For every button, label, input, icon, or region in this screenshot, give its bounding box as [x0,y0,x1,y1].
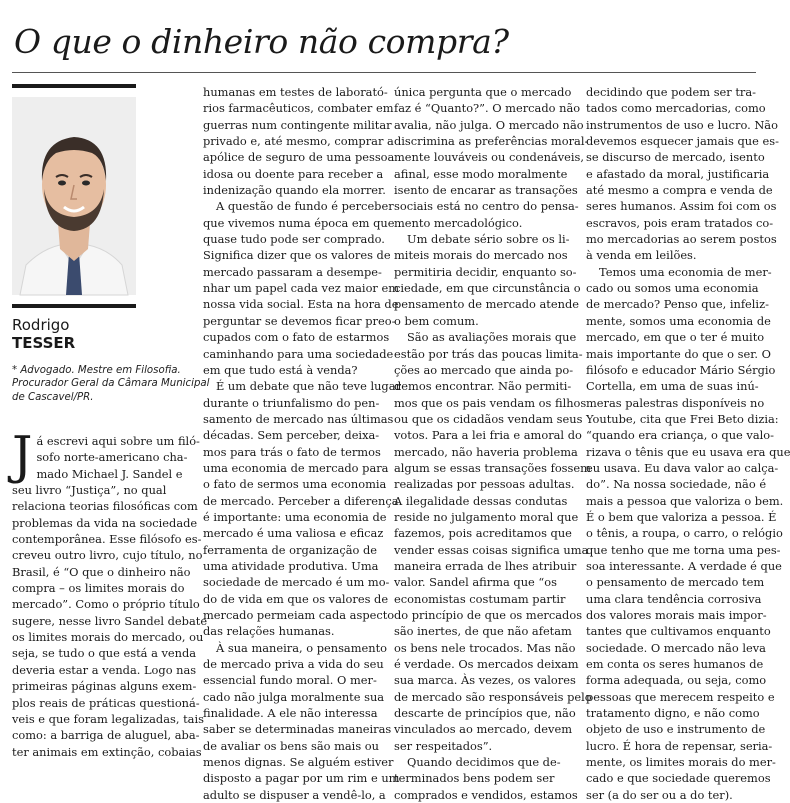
text-line: sociedade. O mercado não leva [586,640,766,655]
text-line: isento de encarar as transações [394,183,578,198]
text-line: durante o triunfalismo do pen- [203,395,380,410]
text-line: mento mercadológico. [394,215,523,230]
text-line: humanas em testes de laborató- [203,85,388,99]
text-line: tratamento digno, e não como [586,706,760,721]
text-line: pensamento de mercado atende [394,297,579,312]
text-line: décadas. Sem perceber, deixa- [203,428,380,443]
text-line: mais a pessoa que valoriza o bem. [586,493,784,508]
text-line: guerras num contingente militar [203,117,392,132]
text-line: primeiras páginas alguns exem- [12,679,197,694]
text-line: economistas costumam partir [394,591,566,606]
text-line: idosa ou doente para receber a [203,166,384,181]
text-line: À sua maneira, o pensamento [216,640,388,655]
text-line: caminhando para uma sociedade [203,346,394,361]
article-column-4 [586,84,790,803]
text-line: de mercado? Penso que, infeliz- [586,297,769,312]
text-line: mercado permeiam cada aspecto [203,608,395,622]
text-line: sofo norte-americano cha- [36,450,188,465]
headline: O que o dinheiro não compra? [14,22,509,61]
text-line: sociais está no centro do pensa- [394,199,579,214]
text-line: realizadas por pessoas adultas. [394,477,575,492]
text-line: de mercado são responsáveis pelo [394,689,592,704]
text-line: deveria estar a venda. Logo nas [12,662,197,677]
text-line: eu usava. Eu dava valor ao calça- [586,460,779,475]
text-line: tados como mercadorias, como [586,101,766,116]
text-line: é importante: uma economia de [203,509,387,524]
text-line: mais importante do que o ser. O [586,346,771,361]
text-line: mente, somos uma economia de [586,313,771,328]
text-line: mercado”. Como o próprio título [12,597,200,612]
text-line: que tenho que me torna uma pes- [586,542,781,557]
text-line: são inertes, de que não afetam [394,624,572,639]
text-line: reside no julgamento moral que [394,509,579,524]
text-line: Significa dizer que os valores de [203,248,391,263]
text-line: privado e, até mesmo, comprar a [203,134,394,149]
text-line: samento de mercado nas últimas [203,411,394,426]
author-top-rule [12,84,136,88]
text-line: ferramenta de organização de [203,542,377,557]
text-line: como: a barriga de aluguel, aba- [12,728,200,743]
text-line: votos. Para a lei fria e amoral do [394,428,582,443]
text-line: uma economia de mercado para [203,460,389,475]
text-line: mercado, não haveria problema [394,444,578,459]
text-line: dos valores morais mais impor- [586,608,767,622]
text-line: forma adequada, ou seja, como [586,673,767,688]
text-line: nhar um papel cada vez maior em [203,281,400,296]
text-line: ou que os cidadãos vendam seus [394,411,583,426]
text-line: vinculados ao mercado, devem [394,722,573,737]
text-line: terminados bens podem ser [394,771,555,786]
text-line: perguntar se devemos ficar preo- [203,313,396,328]
text-line: seu livro “Justiça”, no qual [12,483,167,498]
drop-cap: J [12,427,33,486]
text-line: do princípio de que os mercados [394,608,583,622]
text-line: mercado passaram a desempe- [203,264,382,279]
text-line: compra – os limites morais do [12,581,185,596]
text-line: mos para trás o fato de termos [203,444,381,459]
text-line: valor. Sandel afirma que “os [394,575,557,590]
text-line: plos reais de práticas questioná- [12,695,200,710]
text-line: indenização quando ela morrer. [203,183,386,198]
text-line: Temos uma economia de mer- [599,264,772,279]
author-bio [12,364,210,404]
text-line: de mercado. Perceber a diferença [203,493,399,508]
text-line: mado Michael J. Sandel e [36,466,183,481]
text-line: avalia, não julga. O mercado não [394,117,584,132]
text-line: problemas da vida na sociedade [12,515,198,530]
text-line: É um debate que não teve lugar [216,379,401,394]
text-line: ciedade, em que circunstância o [394,281,581,296]
text-line: faz é “Quanto?”. O mercado não [394,101,581,116]
text-line: adulto se dispuser a vendê-lo, a [203,787,386,802]
text-line: sociedade de mercado é um mo- [203,575,390,590]
text-line: Quando decidimos que de- [407,755,561,770]
text-line: nossa vida social. Esta na hora de [203,297,399,312]
text-line: é verdade. Os mercados deixam [394,657,579,672]
text-line: á escrevi aqui sobre um filó- [36,434,200,448]
text-line: ser respeitados”. [394,738,493,753]
text-line: mos que os pais vendam os filhos [394,395,587,410]
text-line: ções ao mercado que ainda po- [394,362,574,377]
text-line: o bem comum. [394,313,479,328]
text-line: lucro. É hora de repensar, seria- [586,738,773,753]
text-line: em conta os seres humanos de [586,657,764,672]
text-line: maneira errada de lhes atribuir [394,558,577,573]
text-line: filósofo e educador Mário Sérgio [586,362,776,377]
text-line: permitiria decidir, enquanto so- [394,264,577,279]
text-line: os limites morais do mercado, ou [12,630,204,645]
text-line: uma atividade produtiva. Uma [203,558,379,573]
text-line: escravos, pois eram tratados co- [586,215,774,230]
text-line: cado não julga moralmente sua [203,689,385,704]
text-line: pessoas que merecem respeito e [586,689,775,704]
text-line: de mercado priva a vida do seu [203,657,384,672]
text-line: mercado, em que o ter é muito [586,330,765,345]
article-column-2 [203,84,401,803]
text-line: o fato de sermos uma economia [203,477,387,492]
text-line: rios farmacêuticos, combater em [203,101,394,116]
text-line: cupados com o fato de estarmos [203,330,390,345]
headline-divider [12,72,756,73]
author-bottom-rule [12,304,136,308]
text-line: mercado é uma valiosa e eficaz [203,526,384,541]
text-line: do”. Na nossa sociedade, não é [586,477,767,492]
text-line: miteis morais do mercado nos [394,248,568,263]
text-line: demos encontrar. Não permiti- [394,379,572,394]
bio-line: * Advogado. Mestre em Filosofia. [12,365,181,376]
text-line: até mesmo a compra e venda de [586,183,773,198]
text-line: instrumentos de uso e lucro. Não [586,117,778,132]
text-line: menos dignas. Se alguém estiver [203,755,394,770]
text-line: seres humanos. Assim foi com os [586,199,777,214]
text-line: mente, os limites morais do mer- [586,755,776,770]
text-line: apólice de seguro de uma pessoa [203,150,395,165]
text-line: à venda em leilões. [586,248,697,263]
text-line: vender essas coisas significa uma [394,542,589,557]
text-line: estão por trás das poucas limita- [394,346,583,361]
text-line: Youtube, cita que Frei Beto dizia: [586,411,779,426]
text-line: saber se determinadas maneiras [203,722,392,737]
author-photo [12,97,136,295]
bio-line: de Cascavel/PR. [12,391,94,403]
bio-line: Procurador Geral da Câmara Municipal [12,378,210,390]
text-line: das relações humanas. [203,624,335,639]
text-line: algum se essas transações fossem [394,460,591,475]
text-line: Um debate sério sobre os li- [407,232,570,247]
text-line: fazemos, pois acreditamos que [394,526,572,541]
text-line: tantes que cultivamos enquanto [586,624,771,639]
text-line: devemos esquecer jamais que es- [586,134,779,149]
text-line: do de vida em que os valores de [203,591,389,606]
text-line: Cortella, em uma de suas inú- [586,379,759,394]
text-line: Brasil, é “O que o dinheiro não [12,564,191,579]
author-last-name: TESSER [12,334,76,352]
text-line: objeto de uso e instrumento de [586,722,766,737]
text-line: os bens nele trocados. Mas não [394,640,576,655]
text-line: que vivemos numa época em que [203,215,395,230]
author-box [12,84,210,404]
text-line: em que tudo está à venda? [203,362,358,377]
text-line: uma clara tendência corrosiva [586,591,762,606]
text-line: mo mercadorias ao serem postos [586,232,777,247]
text-line: “quando era criança, o que valo- [586,428,774,443]
text-line: disposto a pagar por um rim e um [203,771,400,786]
text-line: relaciona teorias filosóficas com [12,499,198,514]
text-line: seja, se tudo o que está a venda [12,646,197,661]
text-line: finalidade. A ele não interessa [203,706,378,721]
article-column-3 [394,84,592,803]
author-photo-icon [12,97,136,295]
text-line: soa interessante. A verdade é que [586,558,782,573]
text-line: única pergunta que o mercado [394,85,572,99]
text-line: creveu outro livro, cujo título, no [12,548,203,563]
author-first-name: Rodrigo [12,316,70,334]
text-line: comprados e vendidos, estamos [394,787,578,802]
text-line: essencial fundo moral. O mer- [203,673,377,688]
text-line: o tênis, a roupa, o carro, o relógio [586,526,783,541]
text-line: É o bem que valoriza a pessoa. É [586,509,777,524]
text-line: ter animais em extinção, cobaias [12,744,202,759]
text-line: contemporânea. Esse filósofo es- [12,532,202,547]
text-line: afinal, esse modo moralmente [394,166,568,181]
text-line: São as avaliações morais que [407,330,577,345]
text-line: rizava o tênis que eu usava era que [586,444,790,459]
text-line: descarte de princípios que, não [394,706,576,721]
text-line: sugere, nesse livro Sandel debate [12,613,208,628]
text-line: A questão de fundo é perceber [216,199,394,214]
text-line: ser (a do ser ou a do ter). [586,787,733,802]
text-line: A ilegalidade dessas condutas [394,493,568,508]
text-line: cado e que sociedade queremos [586,771,771,786]
text-line: de avaliar os bens são mais ou [203,738,379,753]
text-line: se discurso de mercado, isento [586,150,765,165]
text-line: cado ou somos uma economia [586,281,759,296]
text-line: mente louváveis ou condenáveis, [394,150,584,165]
text-line: e afastado da moral, justificaria [586,166,770,181]
text-line: quase tudo pode ser comprado. [203,232,385,247]
text-line: decidindo que podem ser tra- [586,85,757,99]
text-line: meras palestras disponíveis no [586,395,765,410]
text-line: veis e que foram legalizadas, tais [12,711,204,726]
text-line: discrimina as preferências moral- [394,134,589,149]
text-line: o pensamento de mercado tem [586,575,765,590]
article-column-1 [12,427,208,760]
text-line: sua marca. Às vezes, os valores [394,673,576,688]
